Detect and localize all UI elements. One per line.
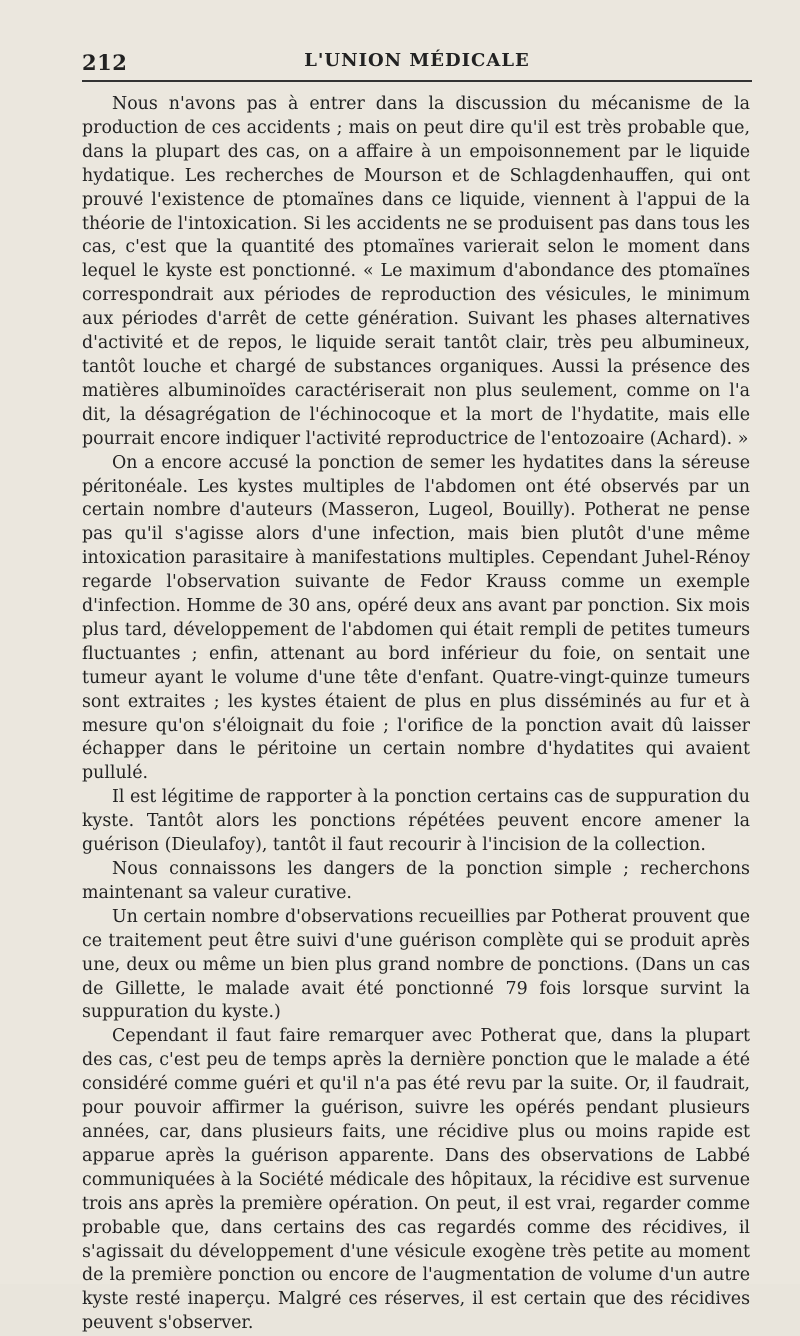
paragraph: Nous connaissons les dangers de la ponction simple ; recherchons maintenant sa valeur curative. (82, 859, 750, 903)
paragraph: Il est légitime de rapporter à la ponction certains cas de suppuration du kyste. Tantôt alors les ponctions répétées peuvent encore amener la guérison (Dieulafoy), tantôt il faut recourir à l'incision de la collection. (82, 787, 750, 856)
page-header (82, 50, 752, 84)
paragraph: Cependant il faut faire remarquer avec Potherat que, dans la plupart des cas, c'est peu de temps après la dernière ponction que le malade a été considéré comme guéri et qu'il n'a pas été revu par la suite. Or, il faudrait, pour pouvoir affirmer la guérison, suivre les opérés pendant plusieurs années, car, dans plusieurs faits, une récidive plus ou moins rapide est apparue après la guérison apparente. Dans des observations de Labbé communiquées à la Société médicale des hôpitaux, la récidive est survenue trois ans après la première opération. On peut, il est vrai, regarder comme probable que, dans certains des cas regardés comme des récidives, il s'agissait du développement d'une vésicule exogène très petite au moment de la première ponction ou encore de l'augmentation de volume d'un autre kyste resté inaperçu. Malgré ces réserves, il est certain que des récidives peuvent s'observer. (82, 1026, 750, 1334)
running-title: L'UNION MÉDICALE (304, 50, 530, 71)
paragraph: On a encore accusé la ponction de semer les hydatites dans la séreuse péritonéale. Les kystes multiples de l'abdomen ont été observés par un certain nombre d'auteurs (Masseron, Lugeol, Bouilly). Potherat ne pense pas qu'il s'agisse alors d'une infection, mais bien plutôt d'une même intoxication parasitaire à manifestations multiples. Cependant Juhel-Rénoy regarde l'observation suivante de Fedor Krauss comme un exemple d'infection. Homme de 30 ans, opéré deux ans avant par ponction. Six mois plus tard, développement de l'abdomen qui était rempli de petites tumeurs fluctuantes ; enfin, attenant au bord inférieur du foie, on sentait une tumeur ayant le volume d'une tête d'enfant. Quatre-vingt-quinze tumeurs sont extraites ; les kystes étaient de plus en plus disséminés au fur et à mesure qu'on s'éloignait du foie ; l'orifice de la ponction avait dû laisser échapper dans le péritoine un certain nombre d'hydatites qui avaient pullulé. (82, 452, 750, 784)
page-number: 212 (82, 50, 128, 75)
body-text (82, 93, 750, 1336)
header-rule (82, 80, 752, 82)
paragraph: Un certain nombre d'observations recueillies par Potherat prouvent que ce traitement peut être suivi d'une guérison complète qui se produit après une, deux ou même un bien plus grand nombre de ponctions. (Dans un cas de Gillette, le malade avait été ponctionné 79 fois lorsque survint la suppuration du kyste.) (82, 906, 750, 1023)
paragraph: Nous n'avons pas à entrer dans la discussion du mécanisme de la production de ces accidents ; mais on peut dire qu'il est très probable que, dans la plupart des cas, on a affaire à un empoisonnement par le liquide hydatique. Les recherches de Mourson et de Schlagdenhauffen, qui ont prouvé l'existence de ptomaïnes dans ce liquide, viennent à l'appui de la théorie de l'intoxication. Si les accidents ne se produisent pas dans tous les cas, c'est que la quantité des ptomaïnes varierait selon le moment dans lequel le kyste est ponctionné. « Le maximum d'abondance des ptomaïnes correspondrait aux périodes de reproduction des vésicules, le minimum aux périodes d'arrêt de cette génération. Suivant les phases alternatives d'activité et de repos, le liquide serait tantôt clair, très peu albumineux, tantôt louche et chargé de substances organiques. Aussi la présence des matières albuminoïdes caractériserait non plus seulement, comme on l'a dit, la désagrégation de l'échinocoque et la mort de l'hydatite, mais elle pourrait encore indiquer l'activité reproductrice de l'entozoaire (Achard). » (82, 94, 750, 449)
